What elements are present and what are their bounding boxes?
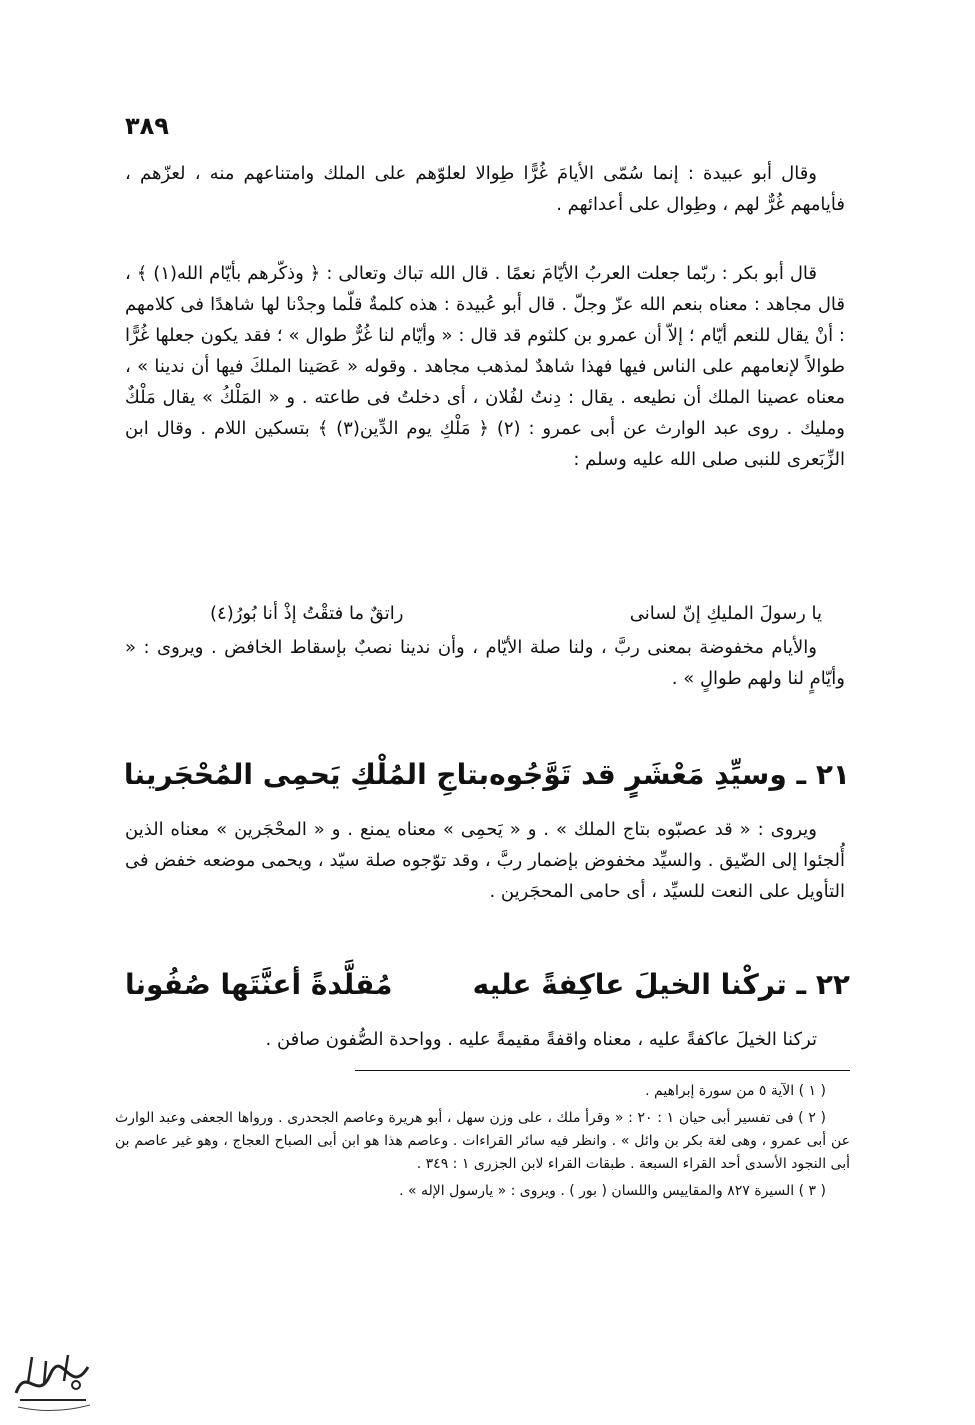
paragraph-text: والأيام مخفوضة بمعنى ربَّ ، ولنا صلة الأيّام ، وأن ندينا نصبٌ بإسقاط الخافض . ويروى : « وأيّامٍ لنا ولهم طوالٍ » . [125,637,845,689]
paragraph-abu-ubayda [125,158,845,220]
library-logo [8,1345,98,1415]
footnote-2: ( ٢ ) فى تفسير أبى حيان ١ : ٢٠ : « وقرأ ملك ، على وزن سهل ، أبو هريرة وعاصم الجحدرى . ورواها الجعفى وعبد الوارث عن أبى عمرو ، وهى لغة بكر بن وائل » . وانظر فيه سائر القراءات . وعاصم هذا هو ابن أبى الصباح العجاج ، وهو غير عاصم بن أبى النجود الأسدى أحد القراء السبعة . طبقات القراء لابن الجزرى ١ : ٣٤٩ . [115,1110,850,1172]
verse-first-hemistich: ٢٢ ـ تركْنا الخيلَ عاكِفةً عليه [472,968,850,1001]
verse-second-hemistich: راتقٌ ما فتقْتُ إذْ أنا بُورُ(٤) [210,603,404,624]
paragraph-text: وقال أبو عبيدة : إنما سُمّى الأيامَ غُرًّا طِوالا لعلوّهم على الملك وامتناعهم منه ، لعزّهم ، فأيامهم غُرٌّ لهم ، وطِوال على أعدائهم . [125,163,845,215]
footnote-3: ( ٣ ) السيرة ٨٢٧ والمقاييس واللسان ( بور ) . ويروى : « يارسول الإله » . [399,1183,826,1199]
verse-ibn-zibara [130,598,850,629]
paragraph-text: تركنا الخيلَ عاكفةً عليه ، معناه واقفةً مقيمةً عليه . وواحدة الصُّفون صافن . [265,1029,817,1050]
footnote-divider [355,1070,850,1071]
paragraph-verse-22-commentary [125,1024,845,1055]
page-number: ٣٨٩ [125,112,169,140]
paragraph-commentary [125,632,845,694]
verse-first-hemistich: ٢١ ـ وسيِّدِ مَعْشَرٍ قد تَوَّجُوه [489,758,850,791]
paragraph-text: قال أبو بكر : ربّما جعلت العربُ الأيّامَ نعمًا . قال الله تباك وتعالى : ﴿ وذكّرهم بأيّام الله(١) ﴾ ، قال مجاهد : معناه بنعم الله عزّ وجلّ . قال أبو عُبيدة : هذه كلمةٌ قلّما وجدْنا لها شاهدًا فى كلامهم : أنْ يقال للنعم أيّام ؛ إلاّ أن عمرو بن كلثوم قد قال : « وأيّام لنا غُرٌّ طوال » ؛ فقد يكون جعلها غُرًّا طوالاً لإنعامهم على الناس فيها فهذا شاهدٌ لمذهب مجاهد . وقوله « عَصَينا الملكَ فيها أن ندينا » ، معناه عصينا الملك أن نطيعه . يقال : دِنتُ لفُلان ، أى دخلتُ فى طاعته . و « المَلْكُ » يقال مَلْكٌ ومليك . روى عبد الوارث عن أبى عمرو : (٢) ﴿ مَلْكِ يوم الدِّين(٣) ﴾ بتسكين اللام . وقال ابن الزِّبَعرى للنبى صلى الله عليه وسلم : [125,263,845,470]
verse-second-hemistich: بتاجِ المُلْكِ يَحمِى المُحْجَرينا [123,758,490,791]
paragraph-text: ويروى : « قد عصبّوه بتاج الملك » . و « يَحمِى » معناه يمنع . و « المحْجَرين » معناه الذين أُلجئوا إلى الضّيق . والسيِّد مخفوض بإضمار ربَّ ، وقد توّجوه صلة سيّد ، ويحمى موضعه خفض فى التأويل على النعت للسيِّد ، أى حامى المحجَرين . [125,819,845,902]
footnote-1: ( ١ ) الآية ٥ من سورة إبراهيم . [645,1083,826,1099]
paragraph-verse-21-commentary [125,814,845,907]
verse-second-hemistich: مُقلَّدةً أعنَّتَها صُفُونا [125,968,393,1001]
verse-first-hemistich: يا رسولَ المليكِ إنّ لسانى [629,603,822,624]
verse-21 [125,755,850,795]
footnotes [115,1080,850,1203]
verse-22 [125,965,850,1005]
paragraph-abu-bakr [125,258,845,475]
